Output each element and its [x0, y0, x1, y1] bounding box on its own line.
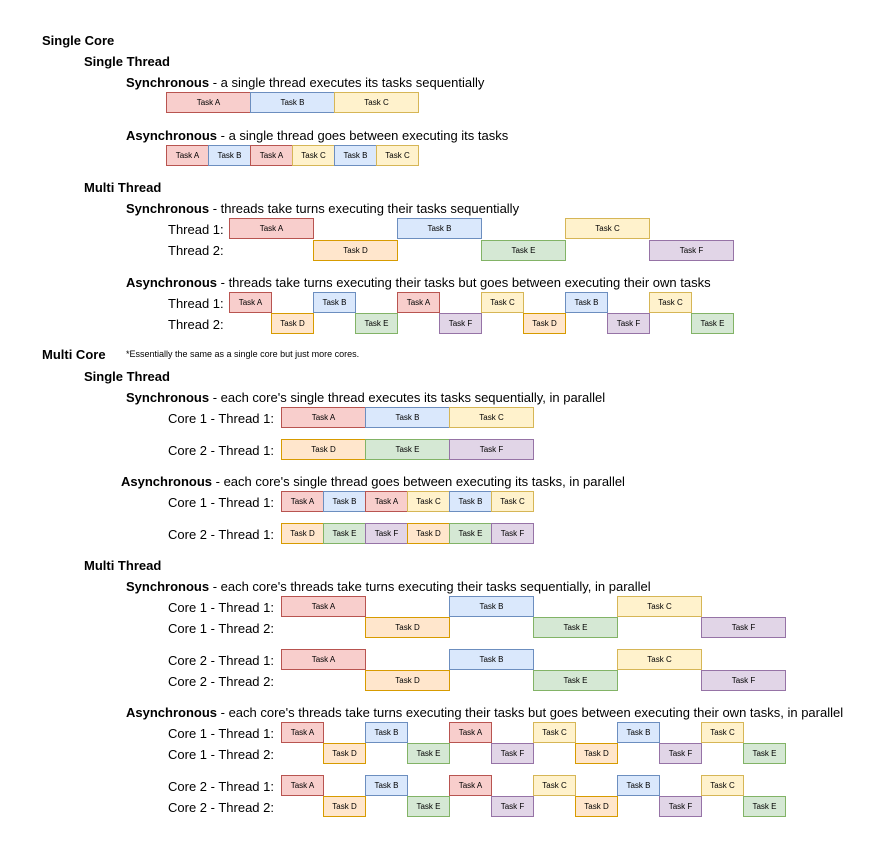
row-label-core1-thread1: Core 1 - Thread 1: — [168, 600, 274, 615]
task-box-f: Task F — [491, 796, 534, 817]
task-box-a: Task A — [250, 145, 293, 166]
task-box-b: Task B — [449, 491, 492, 512]
desc-sc-st-async: Asynchronous - a single thread goes between executing its tasks — [126, 128, 509, 143]
task-box-f: Task F — [491, 523, 534, 544]
task-box-c: Task C — [334, 92, 419, 113]
task-box-a: Task A — [281, 775, 324, 796]
task-box-b: Task B — [313, 292, 356, 313]
task-box-c: Task C — [449, 407, 534, 428]
task-box-b: Task B — [449, 649, 534, 670]
task-box-d: Task D — [323, 743, 366, 764]
task-box-e: Task E — [481, 240, 566, 261]
task-box-b: Task B — [565, 292, 608, 313]
task-box-e: Task E — [355, 313, 398, 334]
task-box-d: Task D — [271, 313, 314, 334]
row-label-thread-1: Thread 1: — [168, 296, 224, 311]
task-box-b: Task B — [397, 218, 482, 239]
heading-sc-multi-thread: Multi Thread — [84, 180, 162, 195]
row-label-core1-thread1: Core 1 - Thread 1: — [168, 495, 274, 510]
row-label-core2-thread1: Core 2 - Thread 1: — [168, 653, 274, 668]
task-box-d: Task D — [523, 313, 566, 334]
task-box-f: Task F — [607, 313, 650, 334]
task-box-c: Task C — [491, 491, 534, 512]
task-box-d: Task D — [313, 240, 398, 261]
task-box-a: Task A — [365, 491, 408, 512]
row-label-core1-thread2: Core 1 - Thread 2: — [168, 621, 274, 636]
task-box-b: Task B — [365, 722, 408, 743]
heading-sc-single-thread: Single Thread — [84, 54, 170, 69]
task-box-a: Task A — [229, 218, 314, 239]
row-label-thread-2: Thread 2: — [168, 243, 224, 258]
task-box-a: Task A — [166, 145, 209, 166]
task-box-b: Task B — [617, 775, 660, 796]
task-box-e: Task E — [407, 743, 450, 764]
task-box-a: Task A — [397, 292, 440, 313]
task-box-a: Task A — [281, 491, 324, 512]
heading-mc-single-thread: Single Thread — [84, 369, 170, 384]
task-box-f: Task F — [365, 523, 408, 544]
multi-core-note: *Essentially the same as a single core but just more cores. — [126, 349, 360, 359]
task-box-b: Task B — [208, 145, 251, 166]
task-box-b: Task B — [449, 596, 534, 617]
task-box-a: Task A — [229, 292, 272, 313]
task-box-b: Task B — [250, 92, 335, 113]
desc-sc-st-sync: Synchronous - a single thread executes its tasks sequentially — [126, 75, 485, 90]
desc-sc-mt-sync: Synchronous - threads take turns executing their tasks sequentially — [126, 201, 520, 216]
desc-sc-mt-async: Asynchronous - threads take turns executing their tasks but goes between executing their own tasks — [126, 275, 711, 290]
task-box-f: Task F — [449, 439, 534, 460]
task-box-f: Task F — [659, 743, 702, 764]
row-label-thread-1: Thread 1: — [168, 222, 224, 237]
task-box-c: Task C — [533, 722, 576, 743]
task-box-c: Task C — [407, 491, 450, 512]
task-box-f: Task F — [701, 670, 786, 691]
task-box-e: Task E — [691, 313, 734, 334]
task-box-c: Task C — [701, 775, 744, 796]
task-box-b: Task B — [617, 722, 660, 743]
task-box-c: Task C — [649, 292, 692, 313]
task-box-a: Task A — [449, 722, 492, 743]
desc-mc-st-sync: Synchronous - each core's single thread executes its tasks sequentially, in parallel — [126, 390, 606, 405]
task-box-e: Task E — [323, 523, 366, 544]
task-box-e: Task E — [743, 743, 786, 764]
task-box-d: Task D — [575, 796, 618, 817]
task-box-d: Task D — [281, 523, 324, 544]
task-box-e: Task E — [743, 796, 786, 817]
task-box-e: Task E — [533, 617, 618, 638]
task-box-a: Task A — [166, 92, 251, 113]
desc-mc-mt-async: Asynchronous - each core's threads take turns executing their tasks but goes between executing their own tasks, in parallel — [126, 705, 844, 720]
desc-mc-st-async: Asynchronous - each core's single thread goes between executing its tasks, in parallel — [121, 474, 625, 489]
row-label-thread-2: Thread 2: — [168, 317, 224, 332]
row-label-core1-thread1: Core 1 - Thread 1: — [168, 726, 274, 741]
row-label-core2-thread2: Core 2 - Thread 2: — [168, 800, 274, 815]
task-box-f: Task F — [439, 313, 482, 334]
task-box-d: Task D — [365, 670, 450, 691]
task-box-c: Task C — [617, 596, 702, 617]
row-label-core2-thread1: Core 2 - Thread 1: — [168, 527, 274, 542]
task-box-d: Task D — [281, 439, 366, 460]
task-box-b: Task B — [365, 407, 450, 428]
task-box-b: Task B — [365, 775, 408, 796]
task-box-d: Task D — [407, 523, 450, 544]
task-box-a: Task A — [281, 649, 366, 670]
task-box-e: Task E — [407, 796, 450, 817]
row-label-core2-thread1: Core 2 - Thread 1: — [168, 443, 274, 458]
task-box-c: Task C — [292, 145, 335, 166]
task-box-b: Task B — [334, 145, 377, 166]
task-box-b: Task B — [323, 491, 366, 512]
task-box-c: Task C — [565, 218, 650, 239]
task-box-a: Task A — [281, 722, 324, 743]
task-box-d: Task D — [365, 617, 450, 638]
heading-multi-core: Multi Core — [42, 347, 106, 362]
task-box-e: Task E — [533, 670, 618, 691]
task-box-c: Task C — [701, 722, 744, 743]
task-box-c: Task C — [481, 292, 524, 313]
task-box-a: Task A — [281, 407, 366, 428]
task-box-c: Task C — [376, 145, 419, 166]
row-label-core1-thread1: Core 1 - Thread 1: — [168, 411, 274, 426]
task-box-c: Task C — [617, 649, 702, 670]
task-box-a: Task A — [449, 775, 492, 796]
task-box-f: Task F — [649, 240, 734, 261]
task-box-c: Task C — [533, 775, 576, 796]
row-label-core2-thread2: Core 2 - Thread 2: — [168, 674, 274, 689]
row-label-core1-thread2: Core 1 - Thread 2: — [168, 747, 274, 762]
task-box-a: Task A — [281, 596, 366, 617]
task-box-d: Task D — [575, 743, 618, 764]
task-box-f: Task F — [701, 617, 786, 638]
task-box-f: Task F — [659, 796, 702, 817]
heading-single-core: Single Core — [42, 33, 115, 48]
task-box-e: Task E — [449, 523, 492, 544]
task-box-d: Task D — [323, 796, 366, 817]
row-label-core2-thread1: Core 2 - Thread 1: — [168, 779, 274, 794]
heading-mc-multi-thread: Multi Thread — [84, 558, 162, 573]
task-box-e: Task E — [365, 439, 450, 460]
task-box-f: Task F — [491, 743, 534, 764]
desc-mc-mt-sync: Synchronous - each core's threads take turns executing their tasks sequentially, in parallel — [126, 579, 651, 594]
